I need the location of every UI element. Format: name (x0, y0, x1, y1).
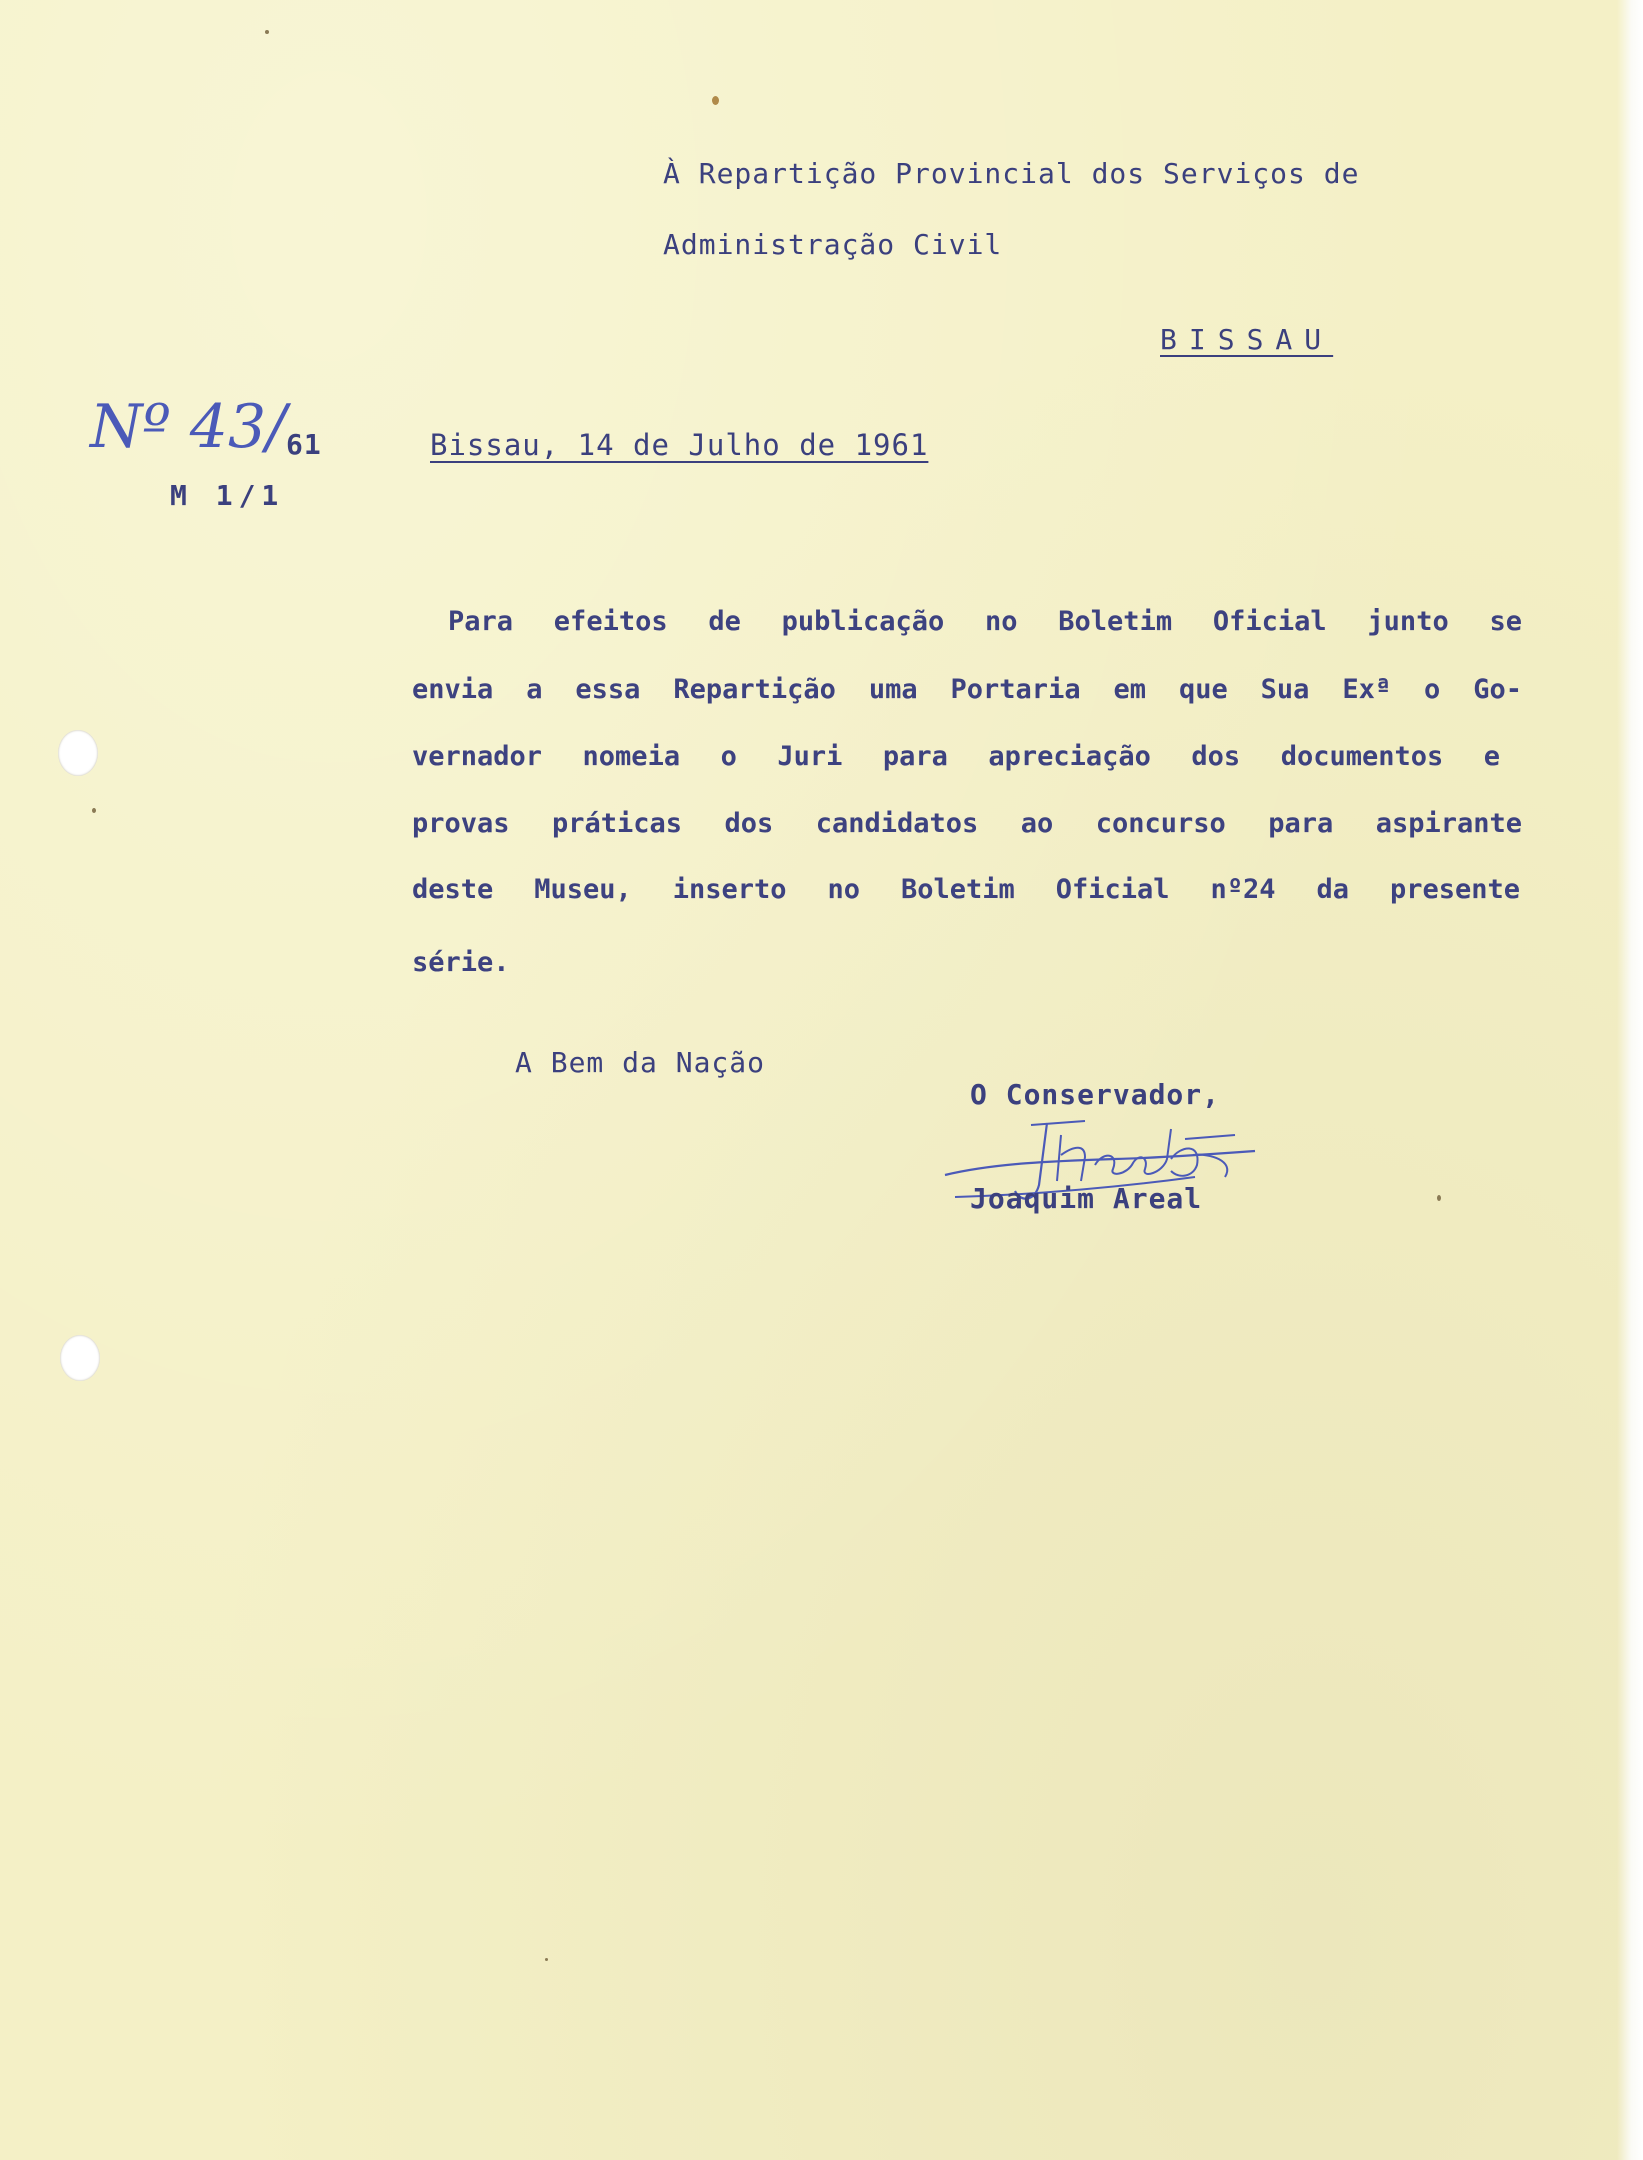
signatory-title: O Conservador, (970, 1078, 1221, 1111)
recipient-line-1: À Repartição Provincial dos Serviços de (663, 157, 1360, 190)
punch-hole-top (58, 730, 98, 776)
body-line-2: envia a essa Repartição uma Portaria em que Sua Exª o Go- (412, 674, 1522, 705)
body-line-3: vernador nomeia o Juri para apreciação dos documentos e (412, 741, 1500, 772)
punch-hole-bottom (60, 1335, 100, 1381)
paper-edge (1617, 0, 1643, 2160)
body-line-6: série. (412, 947, 510, 978)
reference-year: 61 (286, 428, 322, 461)
paper-speck (92, 808, 96, 813)
reference-handwritten-number: Nº 43/ (90, 392, 287, 462)
paper-speck (265, 30, 269, 34)
body-line-1: Para efeitos de publicação no Boletim Oficial junto se (448, 606, 1522, 637)
paper-speck (712, 96, 719, 105)
closing-salutation: A Bem da Nação (515, 1046, 766, 1079)
reference-code: M 1/1 (170, 479, 285, 512)
body-line-5: deste Museu, inserto no Boletim Oficial nº24 da presente (412, 874, 1520, 905)
body-line-4: provas práticas dos candidatos ao concurso para aspirante (412, 808, 1522, 839)
recipient-line-2: Administração Civil (663, 228, 1003, 261)
date-line: Bissau, 14 de Julho de 1961 (430, 428, 929, 462)
signatory-name: Joaquim Areal (970, 1182, 1203, 1215)
paper-speck (545, 1958, 548, 1961)
paper-speck (1437, 1195, 1441, 1201)
recipient-city: BISSAU (1160, 323, 1334, 356)
